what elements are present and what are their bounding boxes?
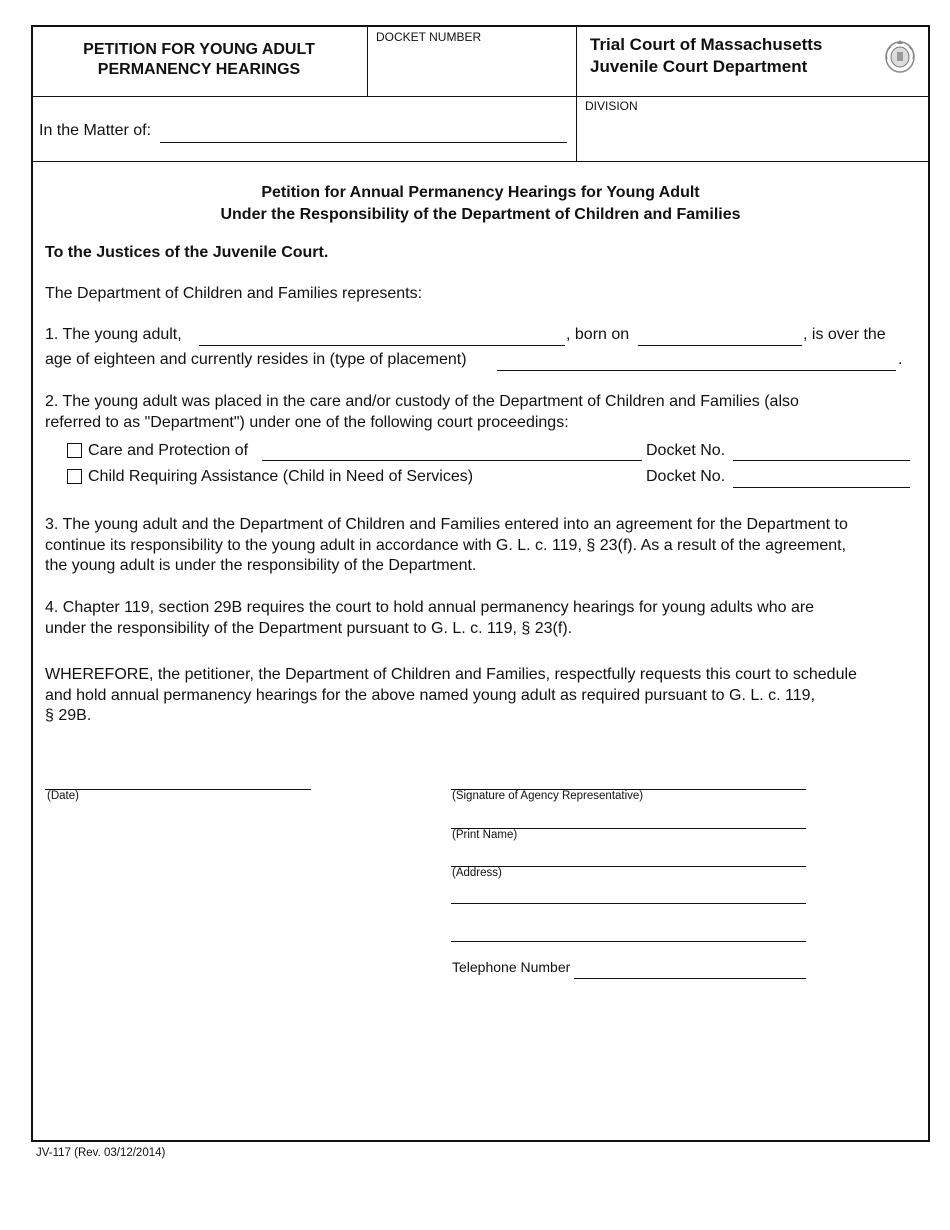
docket-no-field-1[interactable]	[733, 460, 910, 461]
care-protection-label: Care and Protection of	[88, 442, 249, 459]
state-seal-icon	[882, 37, 918, 75]
cra-checkbox[interactable]	[67, 469, 82, 484]
represents-statement: The Department of Children and Families represents:	[45, 285, 423, 302]
petition-heading	[33, 182, 928, 226]
item3-line2: continue its responsibility to the young adult in accordance with G. L. c. 119, § 23(f). As a result of the agreement,	[45, 536, 847, 554]
cra-label: Child Requiring Assistance (Child in Need of Services)	[88, 468, 474, 485]
item3-text	[45, 515, 915, 577]
item2-line1: 2. The young adult was placed in the care and/or custody of the Department of Children and Families (also	[45, 393, 799, 410]
address-label: (Address)	[452, 867, 502, 879]
care-protection-name-field[interactable]	[262, 460, 642, 461]
docket-no-label-2: Docket No.	[646, 468, 726, 485]
wherefore-text	[45, 665, 915, 727]
item1-prefix: 1. The young adult,	[45, 326, 182, 343]
date-field[interactable]	[45, 789, 311, 790]
court-left-divider	[576, 25, 577, 161]
court-name-line2: Juvenile Court Department	[590, 57, 808, 76]
placement-type-field[interactable]	[497, 370, 896, 371]
court-name	[590, 34, 822, 78]
wherefore-line3: § 29B.	[45, 707, 92, 724]
item1-born-on: , born on	[566, 326, 630, 343]
item1-over-the: , is over the	[803, 326, 886, 343]
item3-line3: the young adult is under the responsibility of the Department.	[45, 557, 477, 574]
court-name-line1: Trial Court of Massachusetts	[590, 35, 823, 54]
item4-line2: under the responsibility of the Department pursuant to G. L. c. 119, § 23(f).	[45, 619, 573, 637]
form-title-line2: PERMANENCY HEARINGS	[97, 61, 301, 78]
young-adult-name-field[interactable]	[199, 345, 565, 346]
matter-bottom-rule	[31, 161, 930, 162]
address-line2-field[interactable]	[451, 903, 806, 904]
item3-line1: 3. The young adult and the Department of Children and Families entered into an agreement for the Department to	[45, 516, 848, 533]
address-line3-field[interactable]	[451, 941, 806, 942]
telephone-label: Telephone Number	[452, 959, 571, 975]
form-title-line1: PETITION FOR YOUNG ADULT	[83, 41, 315, 58]
matter-field[interactable]	[160, 142, 567, 143]
form-id: JV-117 (Rev. 03/12/2014)	[36, 1147, 166, 1159]
item4-text	[45, 598, 915, 639]
wherefore-line1: WHEREFORE, the petitioner, the Department of Children and Families, respectfully requests this court to schedule	[45, 666, 857, 683]
docket-no-label-1: Docket No.	[646, 442, 726, 459]
form-title	[33, 40, 365, 80]
division-label: DIVISION	[585, 99, 638, 113]
birth-date-field[interactable]	[638, 345, 802, 346]
telephone-field[interactable]	[574, 978, 806, 979]
item2-text	[45, 392, 915, 433]
date-label: (Date)	[47, 790, 79, 802]
print-name-label: (Print Name)	[452, 829, 518, 841]
matter-label: In the Matter of:	[39, 122, 152, 139]
petition-heading-line2: Under the Responsibility of the Department of Children and Families	[220, 206, 741, 223]
address-field[interactable]	[451, 866, 806, 867]
docket-number-label: DOCKET NUMBER	[376, 30, 482, 44]
docket-no-field-2[interactable]	[733, 487, 910, 488]
item2-line2: referred to as "Department") under one of the following court proceedings:	[45, 413, 569, 431]
header-bottom-rule	[31, 96, 930, 97]
item1-line2: age of eighteen and currently resides in (type of placement)	[45, 351, 467, 368]
item4-line1: 4. Chapter 119, section 29B requires the court to hold annual permanency hearings for young adults who are	[45, 599, 815, 616]
docket-left-divider	[367, 25, 368, 96]
item1-period: .	[898, 351, 903, 368]
wherefore-line2: and hold annual permanency hearings for the above named young adult as required pursuant to G. L. c. 119,	[45, 686, 815, 704]
salutation: To the Justices of the Juvenile Court.	[45, 244, 329, 261]
care-protection-checkbox[interactable]	[67, 443, 82, 458]
agency-signature-label: (Signature of Agency Representative)	[452, 790, 644, 802]
petition-heading-line1: Petition for Annual Permanency Hearings for Young Adult	[261, 184, 700, 201]
